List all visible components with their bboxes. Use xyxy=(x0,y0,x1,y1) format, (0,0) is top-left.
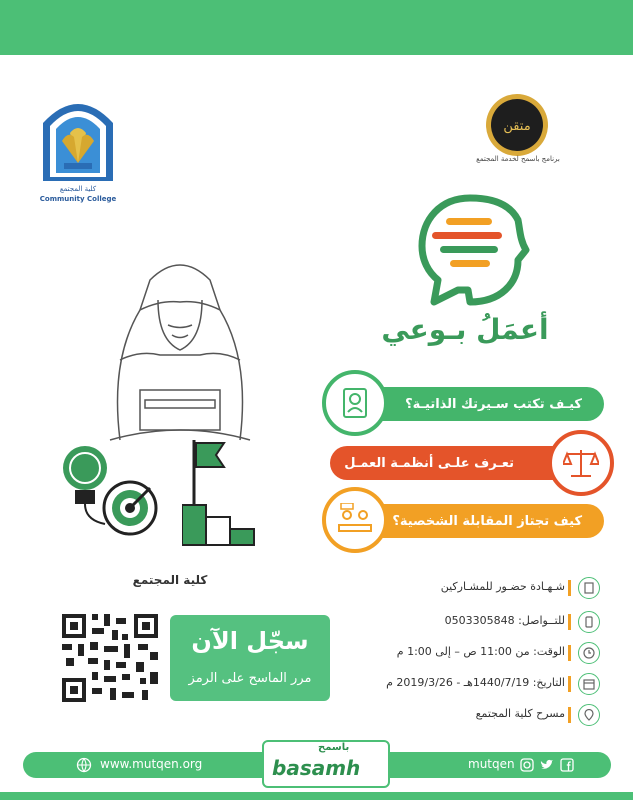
twitter-icon[interactable] xyxy=(540,757,554,776)
headline: أعمَلُ بـوعي xyxy=(381,313,549,346)
register-subtitle: مرر الماسح على الرمز xyxy=(188,671,312,686)
mutqen-logo xyxy=(484,92,550,162)
head-illustration xyxy=(410,190,530,314)
clock-icon xyxy=(578,642,600,664)
instagram-icon[interactable] xyxy=(520,757,534,776)
university-name-ar: كلية المجتمع xyxy=(59,185,97,193)
info-certificate: شـهـادة حضـور للمشـاركين xyxy=(440,580,565,593)
info-date: التاريخ: 1440/7/19هـ - 2019/3/26 م xyxy=(386,676,565,689)
register-box[interactable] xyxy=(170,615,330,701)
info-phone: للتــواصل: 0503305848 xyxy=(444,614,565,627)
globe-icon xyxy=(76,757,92,777)
interview-icon xyxy=(322,487,388,553)
certificate-icon xyxy=(578,577,600,599)
info-bar xyxy=(568,707,571,723)
university-name-en: Community College xyxy=(39,195,117,203)
info-bar xyxy=(568,614,571,630)
info-bar xyxy=(568,645,571,661)
mutqen-logo-text: متقن xyxy=(503,119,531,134)
basamh-logo xyxy=(262,740,390,788)
qr-code[interactable] xyxy=(60,612,160,708)
phone-icon xyxy=(578,611,600,633)
top-band xyxy=(0,0,633,55)
university-logo xyxy=(38,93,118,181)
info-location: مسرح كلية المجتمع xyxy=(475,707,565,720)
basamh-logo-ar: باسمح xyxy=(318,742,350,753)
target-icon xyxy=(100,478,160,542)
facebook-icon[interactable] xyxy=(560,757,574,776)
bottom-strip xyxy=(0,792,633,800)
info-time: الوقت: من 11:00 ص – إلى 1:00 م xyxy=(396,645,565,658)
website-link[interactable]: www.mutqen.org xyxy=(100,757,203,771)
info-bar xyxy=(568,676,571,692)
info-bar xyxy=(568,580,571,596)
cv-icon xyxy=(322,370,388,436)
calendar-icon xyxy=(578,673,600,695)
mutqen-subtitle: برنامج باسمح لخدمة المجتمع xyxy=(476,155,560,163)
flag-stairs-icon xyxy=(182,435,262,554)
social-handle[interactable]: mutqen xyxy=(468,757,515,771)
topic-interview-label: كيف تجتاز المقابلة الشخصية؟ xyxy=(392,513,582,529)
social-icons xyxy=(520,757,574,776)
college-label: كلية المجتمع xyxy=(132,573,208,587)
register-title: سجّل الآن xyxy=(191,627,309,655)
topic-labor-label: تعـرف علـى أنظمـة العمـل xyxy=(344,455,514,471)
location-icon xyxy=(578,704,600,726)
topic-cv-label: كيـف تكتب سـيرتك الذاتيـة؟ xyxy=(405,396,582,412)
basamh-logo-en: basamh xyxy=(272,756,361,780)
scale-icon xyxy=(548,430,614,496)
